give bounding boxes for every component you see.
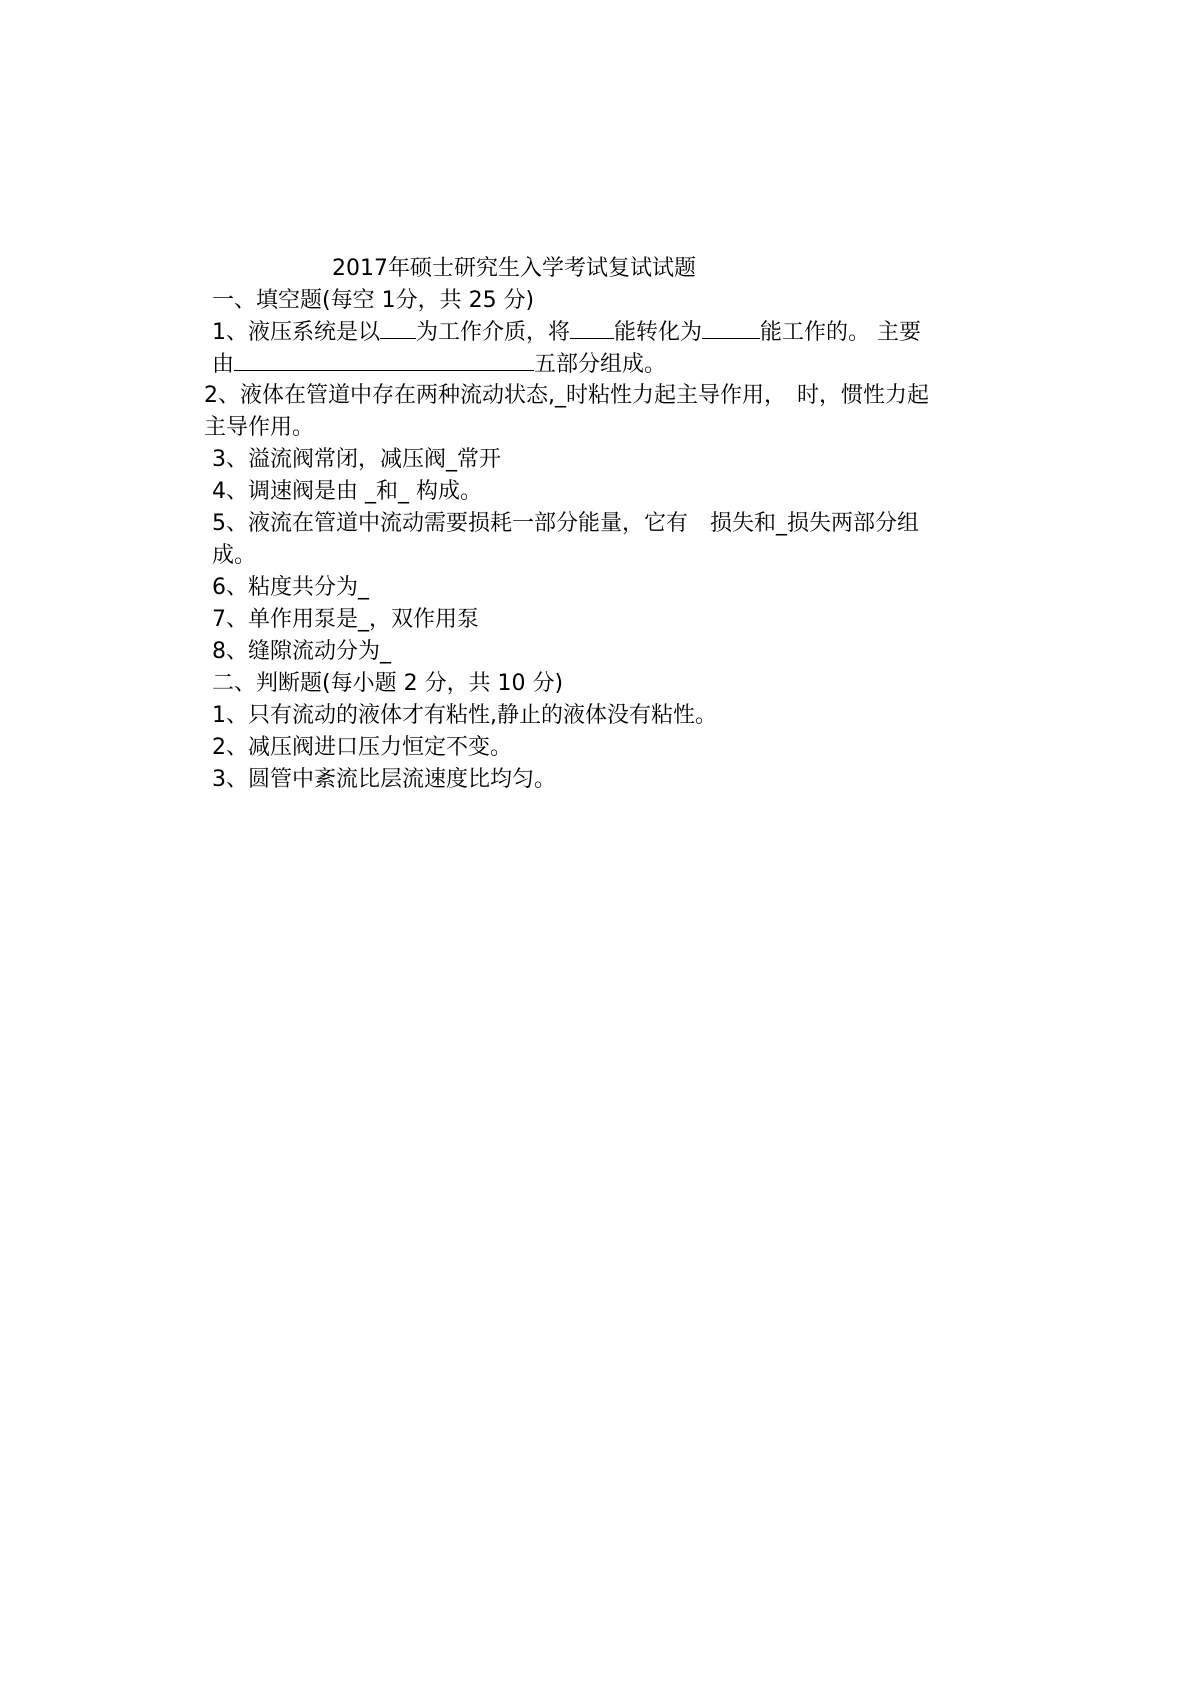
section-1-heading: 一、填空题(每空 1分，共 25 分) <box>212 288 535 313</box>
q1-text-c: 能转化为 <box>614 320 703 345</box>
question-6: 6、粘度共分为_ <box>212 575 369 600</box>
question-2-line-2: 主导作用。 <box>204 415 315 440</box>
question-1-line-1 <box>212 318 921 348</box>
q1-text-d: 能工作的。 主要 <box>760 320 922 345</box>
question-1-line-2 <box>212 350 666 380</box>
answer-blank <box>380 318 416 339</box>
question-2-line-1: 2、液体在管道中存在两种流动状态,_时粘性力起主导作用， 时，惯性力起 <box>204 383 929 408</box>
question-3: 3、溢流阀常闭，减压阀_常开 <box>212 447 501 472</box>
judgement-question-2: 2、减压阀进口压力恒定不变。 <box>212 735 512 760</box>
q1-text-e: 由 <box>212 352 235 377</box>
question-4: 4、调速阀是由 _和_ 构成。 <box>212 479 482 504</box>
question-8: 8、缝隙流动分为_ <box>212 639 391 664</box>
question-7: 7、单作用泵是_，双作用泵 <box>212 607 479 632</box>
judgement-question-1: 1、只有流动的液体才有粘性,静止的液体没有粘性。 <box>212 703 717 728</box>
section-2-heading: 二、判断题(每小题 2 分，共 10 分) <box>212 671 564 696</box>
q1-text-b: 为工作介质，将 <box>416 320 571 345</box>
exam-title: 2017年硕士研究生入学考试复试试题 <box>332 256 696 281</box>
question-5-line-1: 5、液流在管道中流动需要损耗一部分能量，它有 损失和_损失两部分组 <box>212 511 919 536</box>
question-5-line-2: 成。 <box>212 543 257 568</box>
judgement-question-3: 3、圆管中紊流比层流速度比均匀。 <box>212 767 556 792</box>
q1-text-f: 五部分组成。 <box>534 352 667 377</box>
answer-blank <box>702 318 760 339</box>
answer-blank <box>570 318 614 339</box>
q1-text-a: 1、液压系统是以 <box>212 320 380 345</box>
answer-blank <box>234 350 534 371</box>
